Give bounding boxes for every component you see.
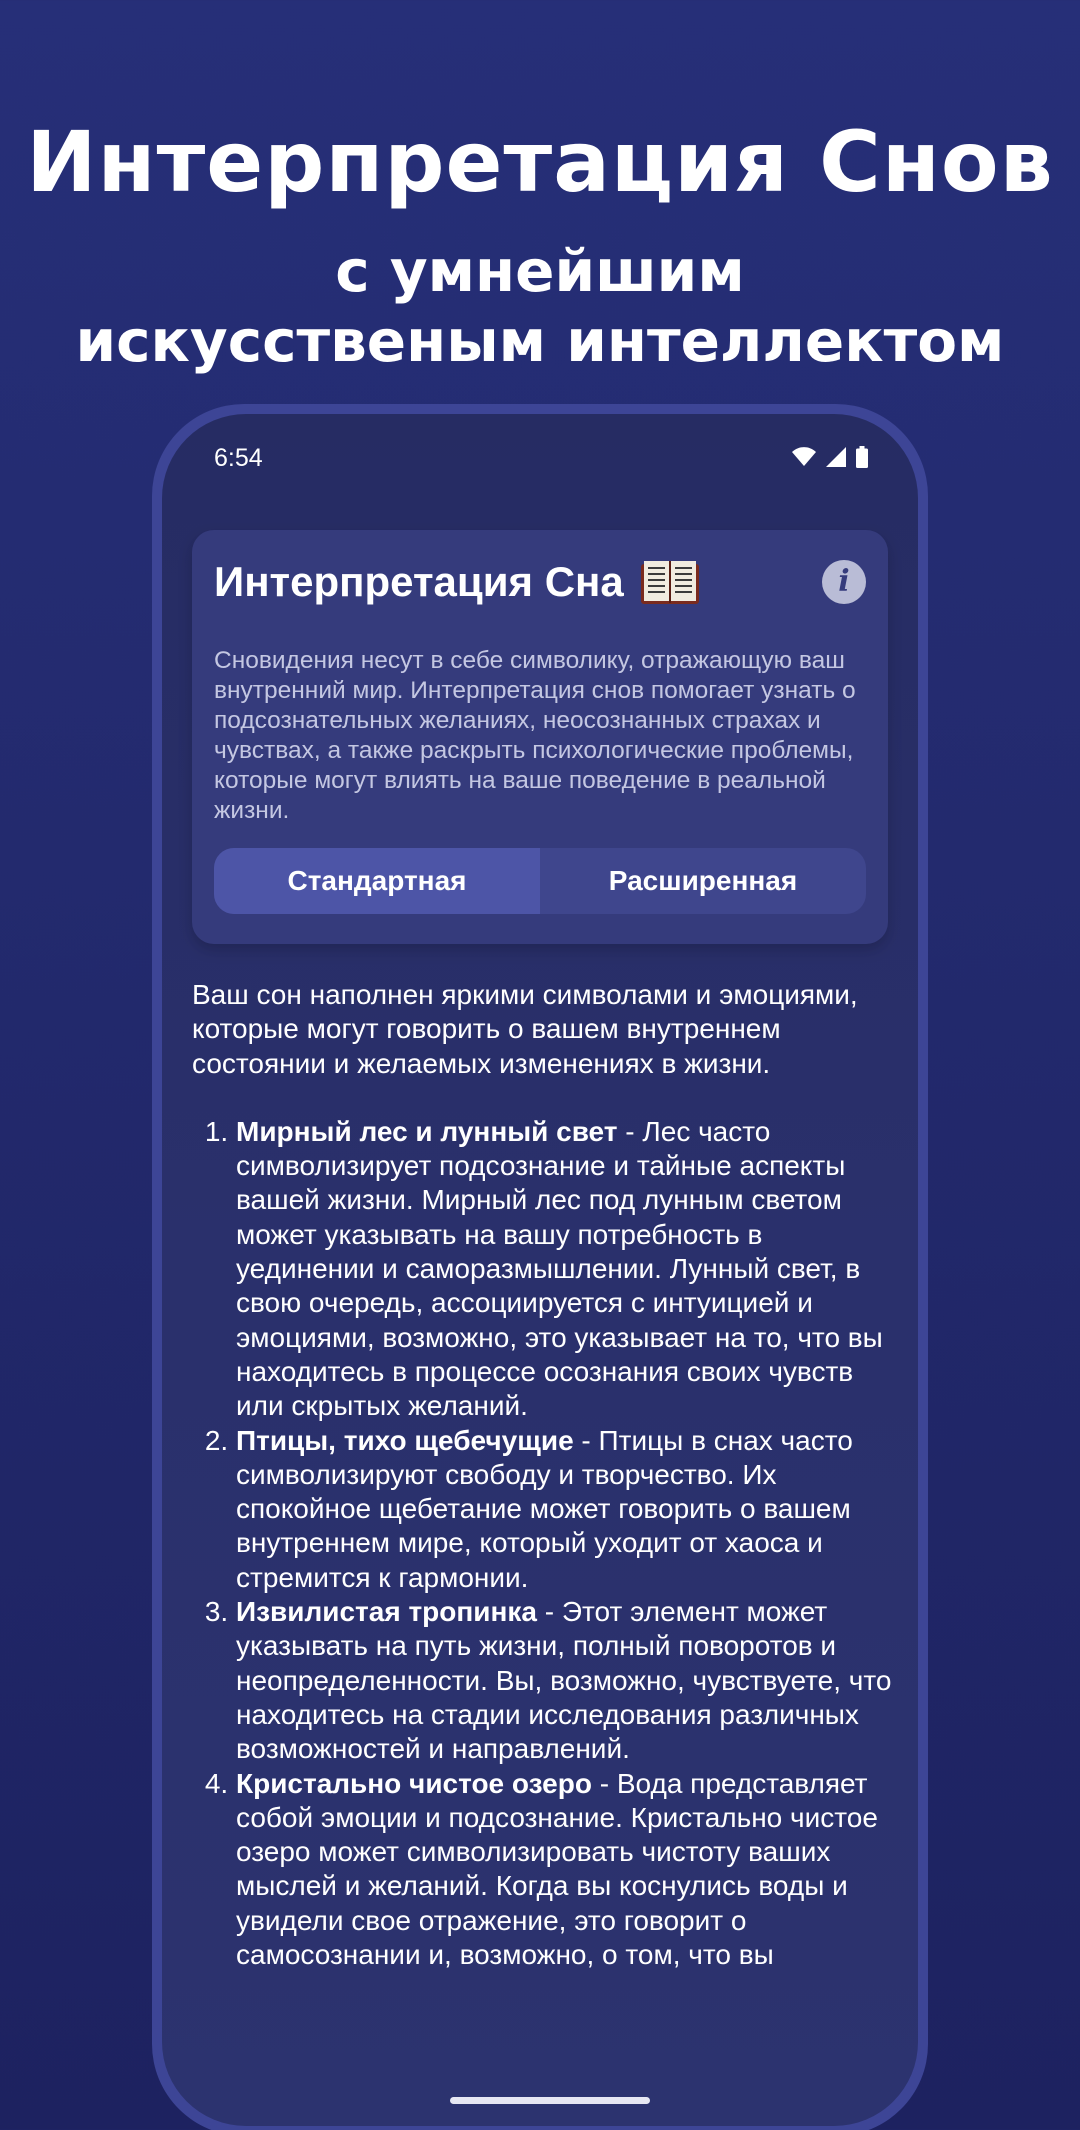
list-item-heading: Мирный лес и лунный свет <box>236 1115 618 1147</box>
card-description: Сновидения несут в себе символику, отражающую ваш внутренний мир. Интерпретация снов помогает узнать о подсознательных желаниях, неосознанных страхах и чувствах, а также раскрыть психологические проблемы, которые могут влиять на ваше поведение в реальной жизни. <box>214 647 856 824</box>
open-book-icon <box>640 558 700 606</box>
signal-icon <box>826 447 846 467</box>
list-item <box>236 1595 892 1766</box>
interpretation-text <box>192 978 892 1972</box>
battery-icon <box>856 446 868 468</box>
list-item <box>236 1767 892 1973</box>
list-item-text: - Птицы в снах часто символизируют свободу и творчество. Их спокойное щебетание может говорить о вашем внутреннем мире, который уходит от хаоса и стремится к гармонии. <box>236 1424 853 1593</box>
phone-screen <box>162 414 918 2126</box>
promo-subtitle-line2: искусственым интеллектом <box>75 307 1005 375</box>
wifi-icon <box>792 447 816 467</box>
info-icon[interactable]: i <box>822 560 866 604</box>
interpretation-intro: Ваш сон наполнен яркими символами и эмоциями, которые могут говорить о вашем внутреннем состоянии и желаемых изменениях в жизни. <box>192 979 858 1079</box>
promo-subtitle-line1: с умнейшим <box>335 237 745 305</box>
list-item-text: - Вода представляет собой эмоции и подсознание. Кристально чистое озеро может символизировать чистоту ваших мыслей и желаний. Когда вы коснулись воды и увидели свое отражение, это говорит о самосознании и, возможно, о том, что вы <box>236 1767 878 1971</box>
status-icons <box>792 446 868 468</box>
interpretation-card <box>192 530 888 944</box>
list-item <box>236 1115 892 1424</box>
card-title: Интерпретация Сна <box>214 558 624 605</box>
home-indicator[interactable] <box>450 2097 650 2104</box>
list-item-heading: Извилистая тропинка <box>236 1596 537 1628</box>
list-item-text: - Этот элемент может указывать на путь жизни, полный поворотов и неопределенности. Вы, возможно, чувствуете, что находитесь на стадии исследования различных возможностей и направлений. <box>236 1596 892 1765</box>
interpretation-mode-toggle <box>214 848 866 914</box>
promo-subtitle <box>0 236 1080 376</box>
interpretation-list <box>192 1115 892 1972</box>
phone-frame <box>152 404 928 2130</box>
tab-extended[interactable]: Расширенная <box>608 865 798 896</box>
tab-standard[interactable]: Стандартная <box>214 848 540 914</box>
list-item-heading: Птицы, тихо щебечущие <box>236 1424 574 1456</box>
card-header <box>214 556 700 608</box>
status-time: 6:54 <box>214 444 263 472</box>
promo-title: Интерпретация Снов <box>26 113 1054 211</box>
list-item <box>236 1424 892 1595</box>
list-item-heading: Кристально чистое озеро <box>236 1767 592 1799</box>
list-item-text: - Лес часто символизирует подсознание и тайные аспекты вашей жизни. Мирный лес под лунным светом может указывать на вашу потребность в уединении и саморазмышлении. Лунный свет, в свою очередь, ассоциируется с интуицией и эмоциями, возможно, это указывает на то, что вы находитесь в процессе осознания своих чувств или скрытых желаний. <box>236 1115 883 1422</box>
